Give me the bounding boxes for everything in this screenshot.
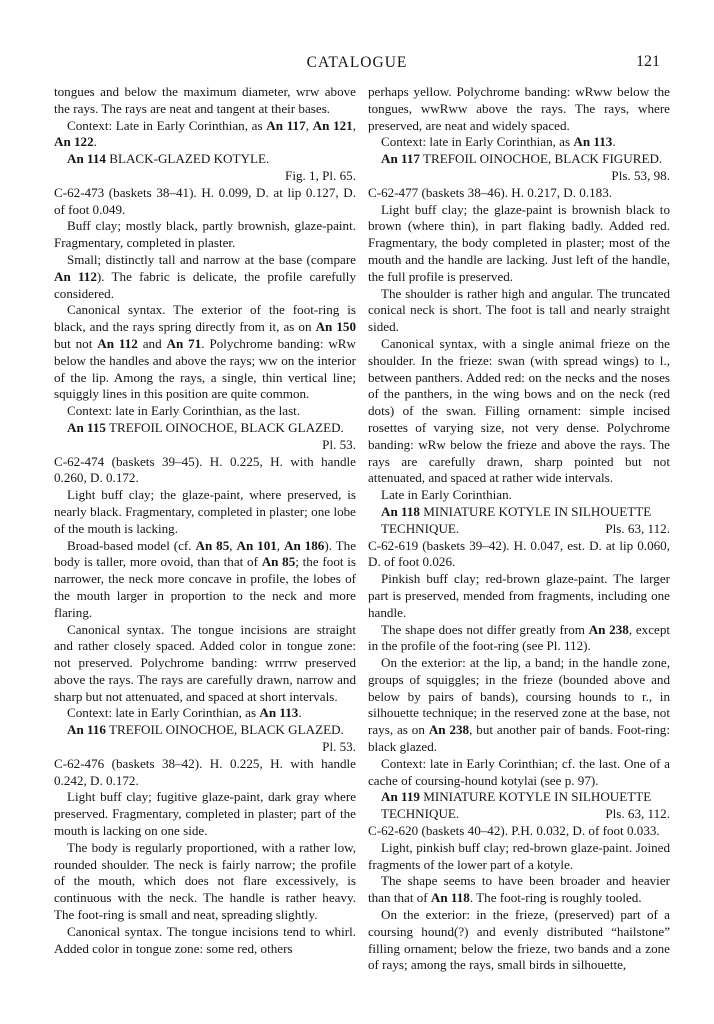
entry-paragraph (54, 538, 356, 622)
entry-title-line (368, 789, 670, 806)
entry-heading (54, 151, 356, 185)
entry-paragraph (368, 487, 670, 504)
text-run: perhaps yellow. Polychrome banding: wRww below the tongues, wwRww above the rays. The rays, where preserved, are neat and widely spaced. (368, 84, 670, 133)
entry-title-line (368, 151, 670, 168)
text-run: The shape does not differ greatly from (381, 621, 589, 637)
text-run: Canonical syntax. The tongue incisions tend to whirl. Added color in tongue zone: some red, others (54, 923, 356, 956)
entry-number: An 118 (381, 503, 420, 519)
entry-title: TREFOIL OINOCHOE, BLACK GLAZED. (105, 419, 344, 435)
text-run: . The foot-ring is roughly tooled. (469, 890, 642, 906)
entry-paragraph (54, 403, 356, 420)
entry-number: An 116 (67, 722, 106, 738)
entry-title: MINIATURE KOTYLE IN SILHOUETTE (419, 503, 652, 519)
entry-paragraph (54, 185, 356, 219)
text-run: C-62-473 (baskets 38–41). H. 0.099, D. at lip 0.127, D. of foot 0.049. (54, 184, 356, 217)
catalogue-reference: An 85 (261, 554, 296, 570)
plate-reference: Pl. 53. (322, 739, 356, 755)
plate-reference: Pl. 53. (322, 436, 356, 452)
plate-reference: Pls. 53, 98. (611, 167, 670, 183)
text-run: , (352, 117, 357, 133)
text-run: Context: late in Early Corinthian, as the last. (67, 403, 301, 419)
text-run: Pinkish buff clay; red-brown glaze-paint. The larger part is preserved, mended from fragments, including one handle. (368, 571, 670, 620)
text-run: C-62-476 (baskets 38–42). H. 0.225, H. with handle 0.242, D. 0.172. (54, 755, 356, 788)
entry-number: An 115 (67, 419, 106, 435)
text-run: Late in Early Corinthian. (381, 487, 512, 503)
text-run: On the exterior: at the lip, a band; in the handle zone, groups of squiggles; in the frieze (bounded above and below by pairs of bands), coursing hounds to r., in silhouette technique; in the reserved zone at the base, not rays, as on (368, 655, 670, 738)
text-run: . (612, 134, 616, 150)
entry-paragraph (54, 218, 356, 252)
text-run: Light, pinkish buff clay; red-brown glaze-paint. Joined fragments of the lower part of a kotyle. (368, 839, 670, 872)
text-run: . (93, 134, 97, 150)
catalogue-reference: An 113 (573, 134, 613, 150)
text-run: Small; distinctly tall and narrow at the base (compare (67, 251, 356, 267)
catalogue-reference: An 85 (195, 537, 230, 553)
continued-paragraph (54, 118, 356, 152)
text-run: C-62-474 (baskets 39–45). H. 0.225, H. with handle 0.260, D. 0.172. (54, 453, 356, 486)
text-run: Context: late in Early Corinthian; cf. the last. One of a cache of coursing-hound kotylai (see p. 97). (368, 755, 670, 788)
catalogue-entry (54, 722, 356, 957)
catalogue-entry (368, 504, 670, 790)
entry-heading (54, 722, 356, 756)
text-run: Canonical syntax. The exterior of the foot-ring is black, and the rays spring directly from it, as on (54, 302, 356, 335)
text-run: Broad-based model (cf. (67, 537, 196, 553)
text-run: but not (54, 335, 98, 351)
text-run: ; the foot is narrower, the neck more concave in profile, the lobes of the mouth larger in proportion to the neck and more flaring. (54, 554, 357, 620)
entry-paragraph (368, 622, 670, 656)
entry-heading (368, 504, 670, 538)
right-column (368, 84, 670, 974)
continued-paragraph (368, 134, 670, 151)
entry-paragraph (368, 538, 670, 572)
text-run: tongues and below the maximum diameter, wrw above the rays. The rays are neat and tangent at their bases. (54, 84, 356, 116)
entry-heading (368, 151, 670, 185)
entry-paragraph (54, 840, 356, 924)
entry-title-text (368, 789, 670, 806)
catalogue-reference: An 238 (428, 722, 470, 738)
entry-paragraph (368, 571, 670, 621)
entry-paragraph (368, 823, 670, 840)
entry-title-text (368, 151, 670, 168)
catalogue-reference: An 71 (166, 335, 202, 351)
entry-heading (54, 420, 356, 454)
catalogue-reference: An 118 (430, 890, 470, 906)
entry-paragraph (368, 336, 670, 487)
entry-heading (368, 789, 670, 823)
entry-title-text (54, 151, 356, 168)
entry-paragraph (368, 907, 670, 974)
entry-title-line (54, 722, 356, 739)
text-run: ). The fabric is delicate, the profile carefully considered. (54, 268, 356, 301)
entry-paragraph (54, 622, 356, 706)
catalogue-reference: An 150 (315, 319, 356, 335)
text-run: , (229, 537, 237, 553)
text-run: , but another pair of bands. Foot-ring: black glazed. (368, 722, 670, 755)
text-run: Canonical syntax, with a single animal frieze on the shoulder. In the frieze: swan (with spread wings) to l., between panthers. Added red: on the necks and the noses of the panthers, in the wing bows and on the neck (red dots) of the swan. Filling ornament: simple incised rosettes of varying size, not very dense. Polychrome banding: wRw below the frieze and above the rays. The rays are carefully drawn, sharp pointed but not attenuated, and spaced at rather wide intervals. (368, 335, 670, 486)
entry-title-text (54, 420, 356, 437)
catalogue-reference: An 117 (266, 117, 306, 133)
text-run: On the exterior: in the frieze, (preserved) part of a coursing hound(?) and evenly distributed “hailstone” filling ornament; below the frieze, two bands and a zone of rays; among the rays, small birds in silhouette, (368, 907, 670, 973)
plate-reference: Pls. 63, 112. (605, 520, 670, 536)
text-run: The body is regularly proportioned, with a rather low, rounded shoulder. The neck is fairly narrow; the profile of the mouth, which does not flare excessively, is continuous with the neck. The handle is rather heavy. The foot-ring is small and neat, spreading slightly. (54, 839, 356, 923)
text-run: Light buff clay; fugitive glaze-paint, dark gray where preserved. Fragmentary, completed in plaster; part of the mouth is lacking on one side. (54, 789, 356, 839)
entry-title: TECHNIQUE. (381, 520, 460, 536)
entry-paragraph (368, 185, 670, 202)
catalogue-reference: An 121 (312, 117, 353, 133)
entry-paragraph (54, 487, 356, 537)
entry-title-line (368, 806, 670, 823)
text-run: , (305, 117, 313, 133)
text-run: , except in the profile of the foot-ring (see Pl. 112). (368, 621, 671, 654)
continued-paragraph (368, 84, 670, 134)
text-run: Canonical syntax. The tongue incisions are straight and rather closely spaced. Added color in tongue zone: not preserved. Polychrome banding: wrrrw preserved above the rays. The rays are carefully drawn, narrow and sharp but not attenuated, and spaced at short intervals. (54, 621, 356, 704)
text-run: ). The body is taller, more ovoid, than that of (54, 537, 357, 570)
entry-paragraph (368, 840, 670, 874)
text-run: , (276, 537, 285, 553)
entry-paragraph (54, 454, 356, 488)
entry-paragraph (368, 202, 670, 286)
catalogue-entry (368, 151, 670, 504)
entry-paragraph (54, 756, 356, 790)
catalogue-entry (54, 420, 356, 722)
entry-title-text (54, 722, 356, 739)
plate-reference: Pls. 63, 112. (605, 806, 670, 822)
entry-number: An 117 (381, 151, 420, 167)
entry-title: TREFOIL OINOCHOE, BLACK FIGURED. (419, 151, 663, 167)
entry-title-line (368, 521, 670, 538)
catalogue-reference: An 122 (54, 134, 94, 150)
entry-title: TREFOIL OINOCHOE, BLACK GLAZED. (105, 722, 344, 738)
catalogue-reference: An 112 (54, 268, 97, 284)
text-run: and (137, 335, 167, 351)
catalogue-entry (54, 151, 356, 420)
text-run: Light buff clay; the glaze-paint is brownish black to brown (where thin), in part flaking badly. Added red. Fragmentary, the body completed in plaster; most of the mouth and the handle are lacking. Just left of the handle, the full profile is preserved. (368, 201, 670, 284)
text-run: The shape seems to have been broader and heavier than that of (368, 873, 670, 906)
catalogue-reference: An 113 (259, 705, 299, 721)
entry-paragraph (368, 655, 670, 756)
text-run: Buff clay; mostly black, partly brownish, glaze-paint. Fragmentary, completed in plaster. (54, 218, 356, 251)
text-run: C-62-619 (baskets 39–42). H. 0.047, est. D. at lip 0.060, D. of foot 0.026. (368, 537, 670, 570)
catalogue-reference: An 238 (588, 621, 629, 637)
entry-paragraph (54, 302, 356, 403)
catalogue-reference: An 101 (236, 537, 277, 553)
entry-paragraph (368, 286, 670, 336)
running-title: CATALOGUE (306, 54, 408, 71)
entry-paragraph (54, 252, 356, 302)
entry-paragraph (54, 924, 356, 958)
entry-title-text (368, 504, 670, 521)
catalogue-entry (368, 789, 670, 974)
entry-number: An 119 (381, 789, 420, 805)
entry-title-line (368, 504, 670, 521)
entry-paragraph (54, 789, 356, 839)
text-run: Context: late in Early Corinthian, as (67, 705, 260, 721)
entry-paragraph (368, 873, 670, 907)
text-run: . Polychrome banding: wRw below the handles and above the rays; ww on the interior of the lip. Among the rays, a single, thin vertical line; squiggly lines in this position are quite common. (54, 335, 356, 402)
entry-title: MINIATURE KOTYLE IN SILHOUETTE (419, 789, 652, 805)
catalogue-reference: An 186 (284, 537, 325, 553)
page-number: 121 (636, 53, 660, 70)
text-run: . (298, 705, 302, 721)
plate-reference: Fig. 1, Pl. 65. (285, 167, 356, 183)
left-column (54, 84, 356, 957)
entry-title-line (54, 151, 356, 168)
catalogue-reference: An 112 (97, 335, 138, 351)
text-run: Context: late in Early Corinthian, as (381, 134, 574, 150)
text-run: Context: Late in Early Corinthian, as (67, 117, 267, 133)
continued-paragraph (54, 84, 356, 118)
text-run: Light buff clay; the glaze-paint, where preserved, is nearly black. Fragmentary, completed in plaster; one lobe of the mouth is lacking. (54, 487, 356, 536)
entry-title: BLACK-GLAZED KOTYLE. (105, 151, 270, 167)
entry-title: TECHNIQUE. (381, 806, 460, 822)
text-run: The shoulder is rather high and angular. The truncated conical neck is short. The foot is tall and nearly straight sided. (368, 285, 670, 335)
text-run: C-62-477 (baskets 38–46). H. 0.217, D. 0.183. (368, 184, 613, 200)
entry-number: An 114 (67, 151, 106, 167)
entry-paragraph (54, 705, 356, 722)
entry-title-line (54, 420, 356, 437)
entry-paragraph (368, 756, 670, 790)
text-run: C-62-620 (baskets 40–42). P.H. 0.032, D. of foot 0.033. (368, 823, 660, 839)
